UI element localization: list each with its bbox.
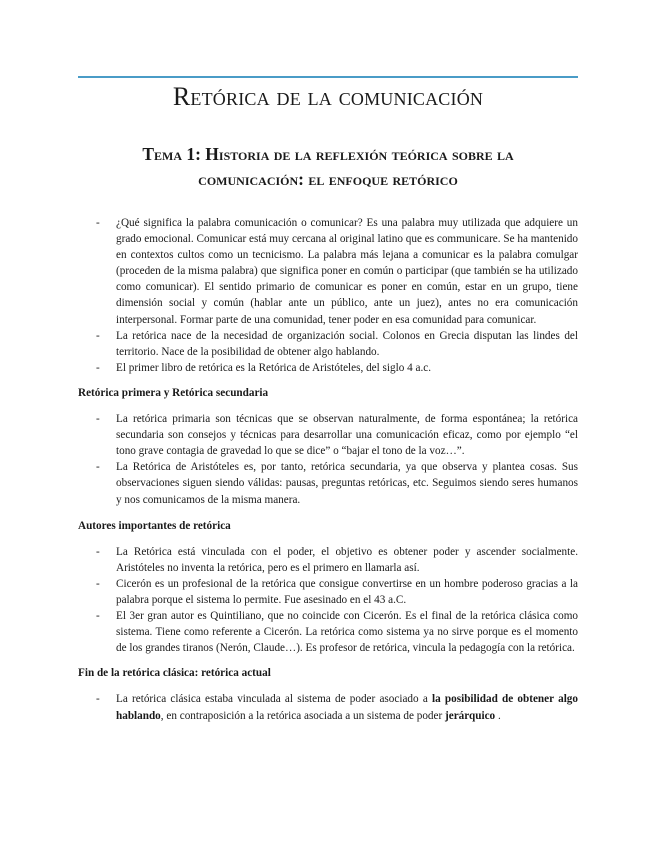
bullet-dash: - (96, 413, 100, 426)
section-heading-autores: Autores importantes de retórica (78, 519, 231, 532)
bullet-dash: - (96, 545, 100, 558)
document-title: Retórica de la comunicación (172, 82, 484, 111)
document-body (78, 215, 578, 724)
section-heading-fin-retorica: Fin de la retórica clásica: retórica actual (78, 667, 271, 680)
list-item: - El primer libro de retórica es la Retórica de Aristóteles, del siglo 4 a.c. (78, 360, 578, 376)
fin-list (78, 691, 578, 723)
emphasis-text: jerárquico (445, 709, 496, 722)
bullet-dash: - (96, 577, 100, 590)
section-heading-retorica-primera: Retórica primera y Retórica secundaria (78, 386, 269, 399)
bullet-dash: - (96, 361, 100, 374)
document-subtitle (100, 142, 556, 192)
bullet-dash: - (96, 693, 100, 706)
list-item: - La retórica nace de la necesidad de organización social. Colonos en Grecia disputan las lindes del territorio. Nace de la posibilidad de obtener algo hablando. (96, 329, 578, 358)
retorica-list (78, 411, 578, 508)
list-item: - La retórica clásica estaba vinculada al sistema de poder asociado a la posibilidad de obtener algo hablando, en contraposición a la retórica asociada a un sistema de poder jerárquico . (96, 693, 578, 722)
bullet-dash: - (96, 329, 100, 342)
list-item: - La Retórica de Aristóteles es, por tanto, retórica secundaria, ya que observa y plantea cosas. Sus observaciones siguen siendo válidas: pausas, preguntas retóricas, etc. Seguimos siendo seres humanos y nos comunicamos de la misma manera. (96, 461, 578, 506)
list-item: - ¿Qué significa la palabra comunicación o comunicar? Es una palabra muy utilizada que adquiere un grado emocional. Comunicar está muy cercana al original latino que es communicare. Se ha mantenido en contextos cultos como un tecnicismo. La palabra más lejana a comunicar es la palabra comulgar (proceden de la misma palabra) que significa poner en común o participar (que también se ha utilizado como comunicar). El sentido primario de comunicar es poner en común, estar en un grupo, tiene dimensión social y común (hablar ante un público, ante un juez), antes no era comunicación interpersonal. Formar parte de una comunidad, tener poder en esa comunidad para comunicar. (96, 217, 578, 326)
bullet-dash: - (96, 217, 100, 229)
list-item: - La Retórica está vinculada con el poder, el objetivo es obtener poder y ascender socialmente. Aristóteles no inventa la retórica, pero es el primero en llamarla así. (96, 545, 578, 574)
list-item: - El 3er gran autor es Quintiliano, que no coincide con Cicerón. Es el final de la retórica clásica como sistema. Tiene como referente a Cicerón. La retórica como sistema ya no sirve porque es el momento de los grandes tiranos (Nerón, Claude…). Es profesor de retórica, vincula la pedagogía con la retórica. (96, 610, 578, 655)
bullet-dash: - (96, 610, 100, 623)
subtitle-line-1: Tema 1: Historia de la reflexión teórica sobre la (142, 144, 514, 164)
autores-list (78, 544, 578, 657)
list-item: - La retórica primaria son técnicas que se observan naturalmente, de forma espontánea; la retórica secundaria son consejos y técnicas para desarrollar una comunicación eficaz, como por ejemplo “el tono grave contagia de gravedad lo que se dice” o “bajar el tono de la voz…”. (96, 413, 578, 458)
emphasis-text: la posibilidad de obtener algo hablando (116, 693, 578, 722)
subtitle-line-2: comunicación: el enfoque retórico (198, 169, 458, 189)
header-rule (78, 76, 578, 78)
bullet-dash: - (96, 461, 100, 474)
list-item: - Cicerón es un profesional de la retórica que consigue convertirse en un hombre poderoso gracias a la palabra porque el sistema lo permite. Fue asesinado en el 43 a.C. (96, 577, 578, 606)
intro-list (78, 215, 578, 376)
